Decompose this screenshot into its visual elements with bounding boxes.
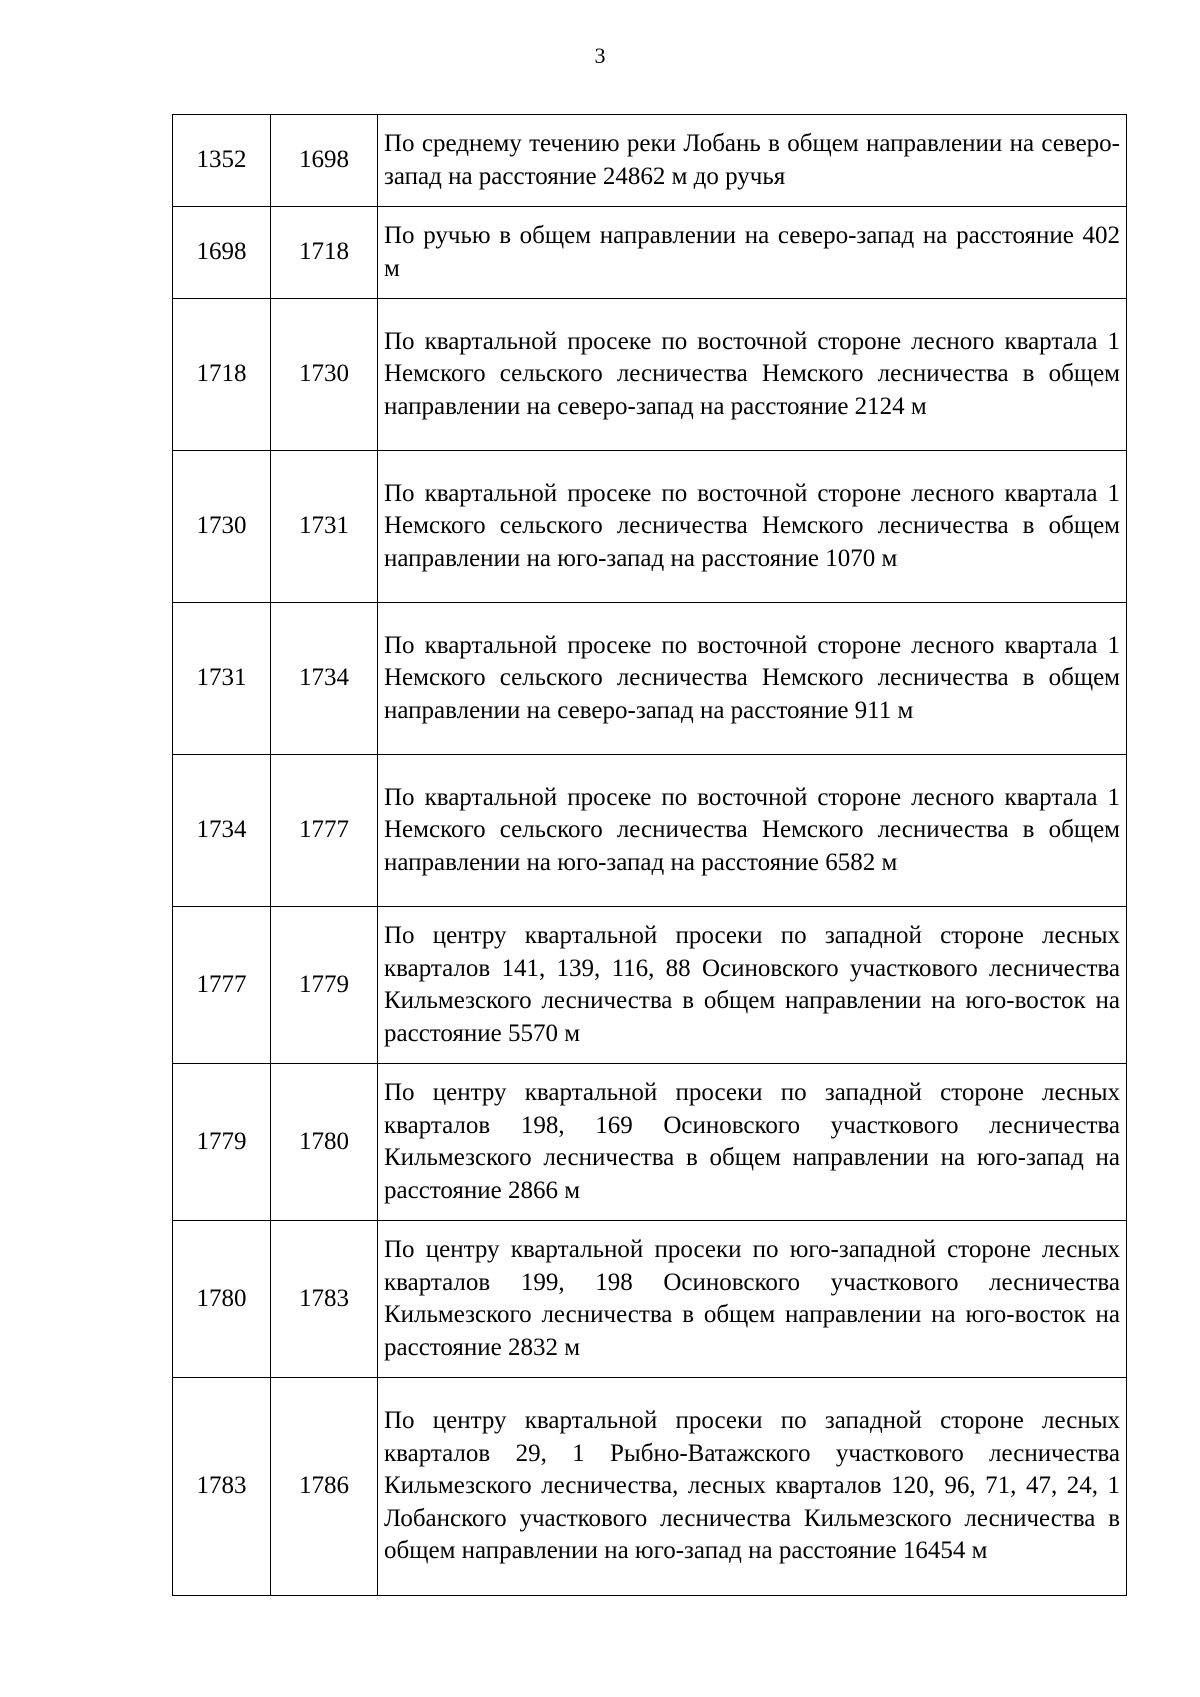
- point-to-cell: 1718: [271, 207, 378, 299]
- point-from-cell: 1731: [173, 603, 271, 755]
- point-to-cell: 1779: [271, 907, 378, 1064]
- point-from-cell: 1718: [173, 299, 271, 451]
- boundary-description-cell: По центру квартальной просеки по западной стороне лесных кварталов 29, 1 Рыбно-Ватажского участкового лесничества Кильмезского лесничества, лесных кварталов 120, 96, 71, 47, 24, 1 Лобанского участкового лесничества Кильмезского лесничества в общем направлении на юго-запад на расстояние 16454 м: [378, 1378, 1127, 1596]
- boundary-description-cell: По среднему течению реки Лобань в общем направлении на северо-запад на расстояние 24862 м до ручья: [378, 115, 1127, 207]
- point-to-cell: 1730: [271, 299, 378, 451]
- point-from-cell: 1783: [173, 1378, 271, 1596]
- boundary-description-cell: По квартальной просеке по восточной стороне лесного квартала 1 Немского сельского лесничества Немского лесничества в общем направлении на северо-запад на расстояние 2124 м: [378, 299, 1127, 451]
- point-to-cell: 1780: [271, 1064, 378, 1221]
- table-row: [173, 115, 1127, 207]
- point-from-cell: 1730: [173, 451, 271, 603]
- boundary-description-table: [172, 114, 1127, 1596]
- table-row: [173, 755, 1127, 907]
- boundary-description-cell: По квартальной просеке по восточной стороне лесного квартала 1 Немского сельского лесничества Немского лесничества в общем направлении на юго-запад на расстояние 1070 м: [378, 451, 1127, 603]
- table-row: [173, 299, 1127, 451]
- point-to-cell: 1786: [271, 1378, 378, 1596]
- point-from-cell: 1352: [173, 115, 271, 207]
- point-from-cell: 1779: [173, 1064, 271, 1221]
- table-row: [173, 207, 1127, 299]
- point-from-cell: 1777: [173, 907, 271, 1064]
- point-from-cell: 1780: [173, 1221, 271, 1378]
- point-to-cell: 1731: [271, 451, 378, 603]
- point-to-cell: 1698: [271, 115, 378, 207]
- boundary-description-cell: По центру квартальной просеки по западной стороне лесных кварталов 198, 169 Осиновского участкового лесничества Кильмезского лесничества в общем направлении на юго-запад на расстояние 2866 м: [378, 1064, 1127, 1221]
- table-row: [173, 1378, 1127, 1596]
- boundary-description-cell: По квартальной просеке по восточной стороне лесного квартала 1 Немского сельского лесничества Немского лесничества в общем направлении на северо-запад на расстояние 911 м: [378, 603, 1127, 755]
- table-row: [173, 1064, 1127, 1221]
- point-from-cell: 1734: [173, 755, 271, 907]
- table-row: [173, 1221, 1127, 1378]
- point-to-cell: 1734: [271, 603, 378, 755]
- table-row: [173, 451, 1127, 603]
- boundary-description-cell: По центру квартальной просеки по юго-западной стороне лесных кварталов 199, 198 Осиновского участкового лесничества Кильмезского лесничества в общем направлении на юго-восток на расстояние 2832 м: [378, 1221, 1127, 1378]
- point-from-cell: 1698: [173, 207, 271, 299]
- table-row: [173, 603, 1127, 755]
- boundary-description-cell: По квартальной просеке по восточной стороне лесного квартала 1 Немского сельского лесничества Немского лесничества в общем направлении на юго-запад на расстояние 6582 м: [378, 755, 1127, 907]
- table-row: [173, 907, 1127, 1064]
- point-to-cell: 1777: [271, 755, 378, 907]
- boundary-description-cell: По ручью в общем направлении на северо-запад на расстояние 402 м: [378, 207, 1127, 299]
- point-to-cell: 1783: [271, 1221, 378, 1378]
- boundary-description-cell: По центру квартальной просеки по западной стороне лесных кварталов 141, 139, 116, 88 Осиновского участкового лесничества Кильмезского лесничества в общем направлении на юго-восток на расстояние 5570 м: [378, 907, 1127, 1064]
- page-number: 3: [594, 43, 606, 68]
